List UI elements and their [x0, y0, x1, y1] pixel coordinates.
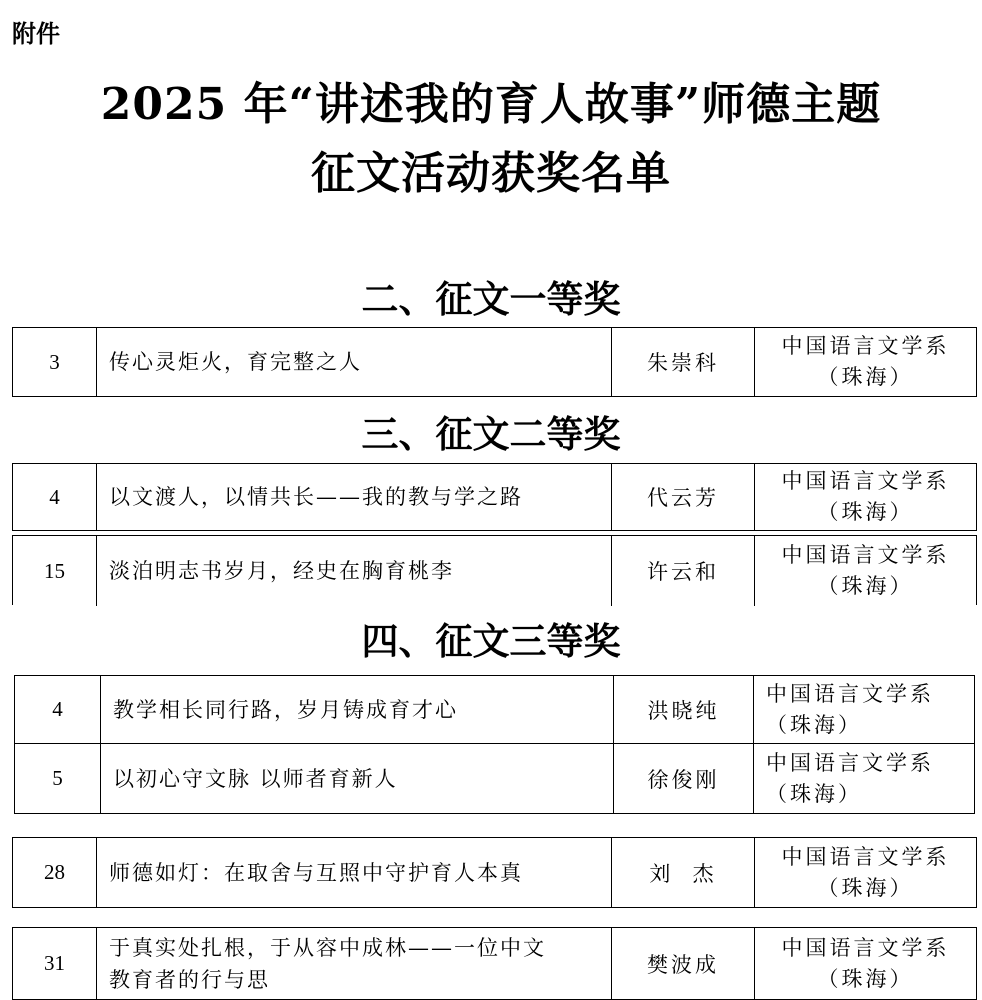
entry-number: 28: [13, 838, 97, 907]
section-heading-second-prize: 三、征文二等奖: [361, 412, 621, 456]
section-heading-first-prize: 二、征文一等奖: [361, 277, 621, 321]
department-name: 中国语言文学系: [781, 334, 950, 358]
entry-author: 刘 杰: [612, 838, 755, 907]
entry-department: [754, 676, 974, 743]
department-name: 中国语言文学系: [781, 543, 950, 567]
entry-number: 31: [13, 928, 97, 999]
department-name: 中国语言文学系: [781, 935, 950, 960]
department-name: 中国语言文学系: [766, 681, 934, 706]
section-heading-third-prize: 四、征文三等奖: [361, 619, 621, 663]
entry-title: 淡泊明志书岁月，经史在胸育桃李: [97, 536, 612, 606]
entry-author: 代云芳: [612, 464, 755, 530]
entry-department: [754, 744, 974, 813]
entry-author: 樊波成: [612, 928, 755, 999]
table-third-prize-2: [12, 837, 977, 908]
entry-title: 师德如灯：在取舍与互照中守护育人本真: [97, 838, 612, 907]
table-row: [13, 838, 976, 907]
table-row: [15, 676, 974, 744]
table-third-prize-1: [14, 675, 975, 814]
entry-author: 徐俊刚: [614, 744, 754, 813]
entry-title: 传心灵炬火，育完整之人: [97, 328, 612, 396]
entry-number: 3: [13, 328, 97, 396]
entry-author: 洪晓纯: [614, 676, 754, 743]
department-name: 中国语言文学系: [781, 469, 950, 493]
department-campus: （珠海）: [817, 365, 914, 389]
entry-department: [755, 464, 976, 530]
department-campus: （珠海）: [817, 574, 914, 598]
table-first-prize: [12, 327, 977, 397]
entry-department: [755, 328, 976, 396]
department-name: 中国语言文学系: [781, 844, 950, 869]
table-row: [13, 464, 976, 530]
entry-title: 以初心守文脉 以师者育新人: [101, 744, 614, 813]
entry-title-line2: 教育者的行与思: [109, 967, 270, 992]
table-row: [13, 536, 976, 606]
department-campus: （珠海）: [817, 875, 914, 900]
entry-title: 以文渡人，以情共长——我的教与学之路: [97, 464, 612, 530]
department-campus: （珠海）: [817, 500, 914, 524]
table-row: [15, 744, 974, 813]
entry-department: [755, 536, 976, 606]
attachment-label: 附件: [12, 20, 60, 48]
table-row: [13, 328, 976, 396]
department-campus: （珠海）: [766, 781, 862, 806]
entry-department: [755, 838, 976, 907]
entry-number: 4: [13, 464, 97, 530]
table-second-prize-2: [12, 535, 977, 605]
entry-title-line1: 于真实处扎根，于从容中成林——一位中文: [109, 935, 546, 960]
department-campus: （珠海）: [766, 712, 862, 737]
entry-number: 5: [15, 744, 101, 813]
entry-number: 15: [13, 536, 97, 606]
entry-number: 4: [15, 676, 101, 743]
table-third-prize-3: [12, 927, 977, 1000]
entry-department: [755, 928, 976, 999]
department-campus: （珠海）: [817, 966, 914, 991]
table-row: [13, 928, 976, 999]
entry-title: 教学相长同行路，岁月铸成育才心: [101, 676, 614, 743]
entry-author: 朱崇科: [612, 328, 755, 396]
page-title-line1: 2025 年“讲述我的育人故事”师德主题: [100, 79, 882, 130]
entry-author: 许云和: [612, 536, 755, 606]
page-title-line2: 征文活动获奖名单: [311, 148, 671, 199]
department-name: 中国语言文学系: [766, 750, 934, 775]
entry-title: [97, 928, 612, 999]
table-second-prize-1: [12, 463, 977, 531]
